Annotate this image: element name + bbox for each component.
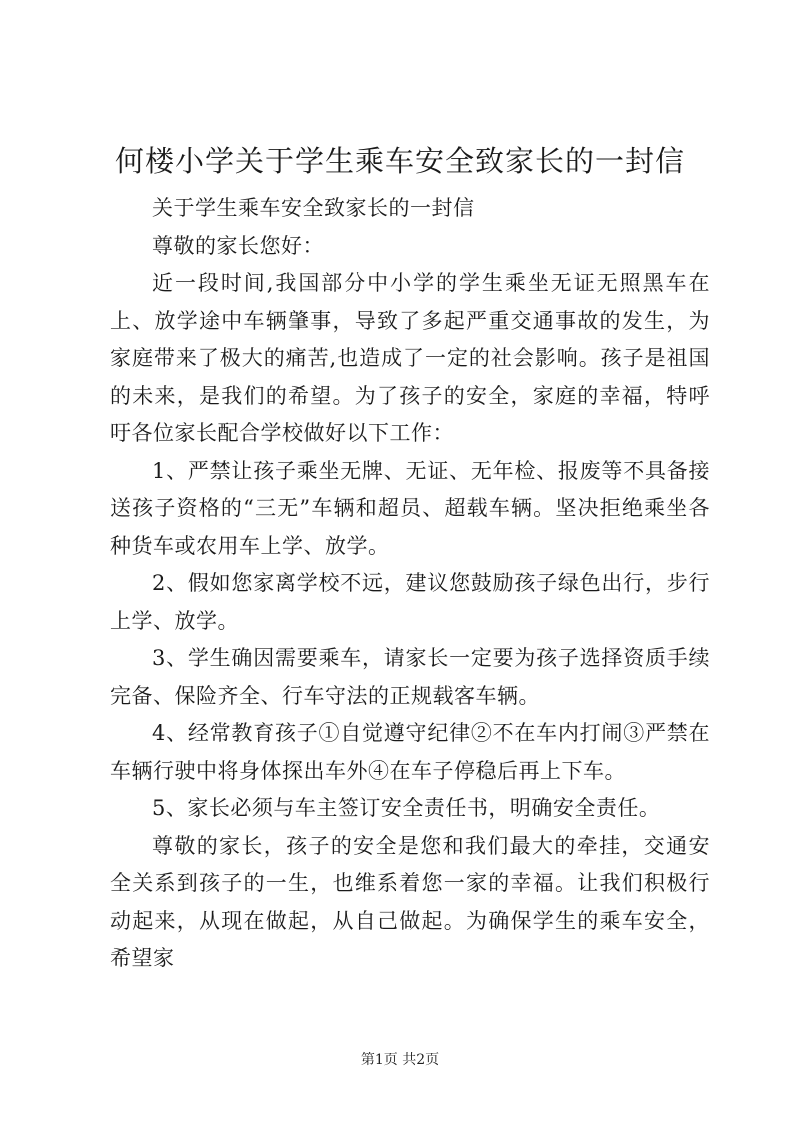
document-body — [110, 190, 710, 978]
item-3-paragraph: 3、学生确因需要乘车，请家长一定要为孩子选择资质手续完备、保险齐全、行车守法的正规载客车辆。 — [110, 646, 710, 708]
page-footer: 第1页 共2页 — [360, 1052, 440, 1068]
item-4-paragraph: 4、经常教育孩子①自觉遵守纪律②不在车内打闹③严禁在车辆行驶中将身体探出车外④在车子停稳后再上下车。 — [110, 721, 710, 783]
item-1-paragraph: 1、严禁让孩子乘坐无牌、无证、无年检、报废等不具备接送孩子资格的“三无”车辆和超员、超载车辆。坚决拒绝乘坐各种货车或农用车上学、放学。 — [110, 458, 710, 558]
item-5-paragraph: 5、家长必须与车主签订安全责任书，明确安全责任。 — [152, 796, 661, 820]
subtitle-paragraph: 关于学生乘车安全致家长的一封信 — [152, 196, 475, 220]
salutation-paragraph: 尊敬的家长您好： — [152, 233, 324, 258]
item-2-paragraph: 2、假如您家离学校不远，建议您鼓励孩子绿色出行，步行上学、放学。 — [110, 571, 710, 633]
intro-paragraph: 近一段时间,我国部分中小学的学生乘坐无证无照黑车在上、放学途中车辆肇事，导致了多起严重交通事故的发生，为家庭带来了极大的痛苦,也造成了一定的社会影响。孩子是祖国的未来，是我们的希望。为了孩子的安全，家庭的幸福，特呼吁各位家长配合学校做好以下工作： — [110, 271, 710, 445]
document-title: 何楼小学关于学生乘车安全致家长的一封信 — [114, 144, 685, 178]
closing-paragraph: 尊敬的家长，孩子的安全是您和我们最大的牵挂，交通安全关系到孩子的一生，也维系着您一家的幸福。让我们积极行动起来，从现在做起，从自己做起。为确保学生的乘车安全，希望家 — [110, 833, 710, 970]
